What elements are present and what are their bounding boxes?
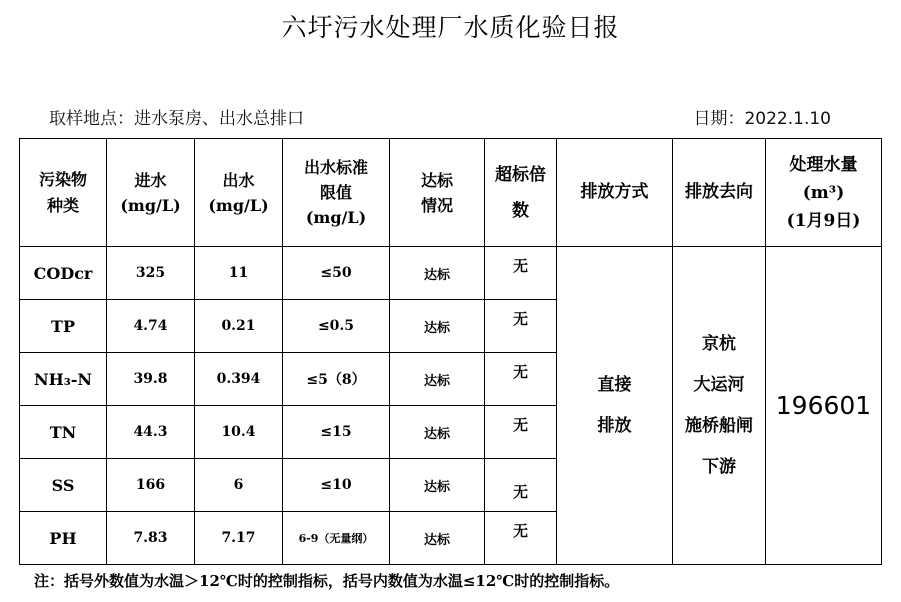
- footnote: 注：括号外数值为水温＞12℃时的控制指标，括号内数值为水温≤12℃时的控制指标。: [34, 572, 620, 590]
- row-nh3n-multiple: 无: [485, 353, 557, 406]
- row-tn-inflow: 44.3: [107, 406, 195, 459]
- row-nh3n-status: 达标: [390, 353, 485, 406]
- table-row: [20, 247, 882, 300]
- header-limit: 出水标准 限值 (mg/L): [283, 139, 390, 247]
- report-date: 日期：2022.1.10: [693, 109, 831, 129]
- row-tn-status: 达标: [390, 406, 485, 459]
- row-ss-name: SS: [20, 459, 107, 512]
- row-nh3n-limit: ≤5（8）: [283, 353, 390, 406]
- row-ss-multiple: 无: [485, 459, 557, 512]
- discharge-destination: 京杭 大运河 施桥船闸 下游: [673, 247, 766, 565]
- row-ss-outflow: 6: [195, 459, 283, 512]
- discharge-method: 直接 排放: [557, 247, 673, 565]
- treated-volume: 196601: [766, 247, 882, 565]
- row-nh3n-name: NH₃-N: [20, 353, 107, 406]
- row-ss-inflow: 166: [107, 459, 195, 512]
- header-destination: 排放去向: [673, 139, 766, 247]
- row-tn-limit: ≤15: [283, 406, 390, 459]
- row-codcr-status: 达标: [390, 247, 485, 300]
- row-codcr-limit: ≤50: [283, 247, 390, 300]
- row-tp-status: 达标: [390, 300, 485, 353]
- row-ph-multiple: 无: [485, 512, 557, 565]
- row-tn-outflow: 10.4: [195, 406, 283, 459]
- header-row: [20, 139, 882, 247]
- row-tp-outflow: 0.21: [195, 300, 283, 353]
- page-title: 六圩污水处理厂水质化验日报: [281, 13, 620, 42]
- row-ph-inflow: 7.83: [107, 512, 195, 565]
- water-quality-table: [19, 138, 882, 565]
- row-tp-inflow: 4.74: [107, 300, 195, 353]
- row-codcr-name: CODcr: [20, 247, 107, 300]
- row-codcr-multiple: 无: [485, 247, 557, 300]
- row-codcr-inflow: 325: [107, 247, 195, 300]
- row-tp-name: TP: [20, 300, 107, 353]
- header-outflow: 出水 (mg/L): [195, 139, 283, 247]
- row-tp-limit: ≤0.5: [283, 300, 390, 353]
- row-nh3n-inflow: 39.8: [107, 353, 195, 406]
- row-ph-outflow: 7.17: [195, 512, 283, 565]
- row-ss-status: 达标: [390, 459, 485, 512]
- row-nh3n-outflow: 0.394: [195, 353, 283, 406]
- row-tp-multiple: 无: [485, 300, 557, 353]
- row-ss-limit: ≤10: [283, 459, 390, 512]
- header-inflow: 进水 (mg/L): [107, 139, 195, 247]
- header-volume: 处理水量 (m³) (1月9日): [766, 139, 882, 247]
- header-method: 排放方式: [557, 139, 673, 247]
- header-pollutant: 污染物种类: [20, 139, 107, 247]
- row-ph-status: 达标: [390, 512, 485, 565]
- row-codcr-outflow: 11: [195, 247, 283, 300]
- row-tn-name: TN: [20, 406, 107, 459]
- row-ph-limit: 6-9（无量纲）: [283, 512, 390, 565]
- sampling-location: 取样地点：进水泵房、出水总排口: [49, 109, 304, 129]
- row-tn-multiple: 无: [485, 406, 557, 459]
- header-multiple: 超标倍 数: [485, 139, 557, 247]
- row-ph-name: PH: [20, 512, 107, 565]
- header-status: 达标 情况: [390, 139, 485, 247]
